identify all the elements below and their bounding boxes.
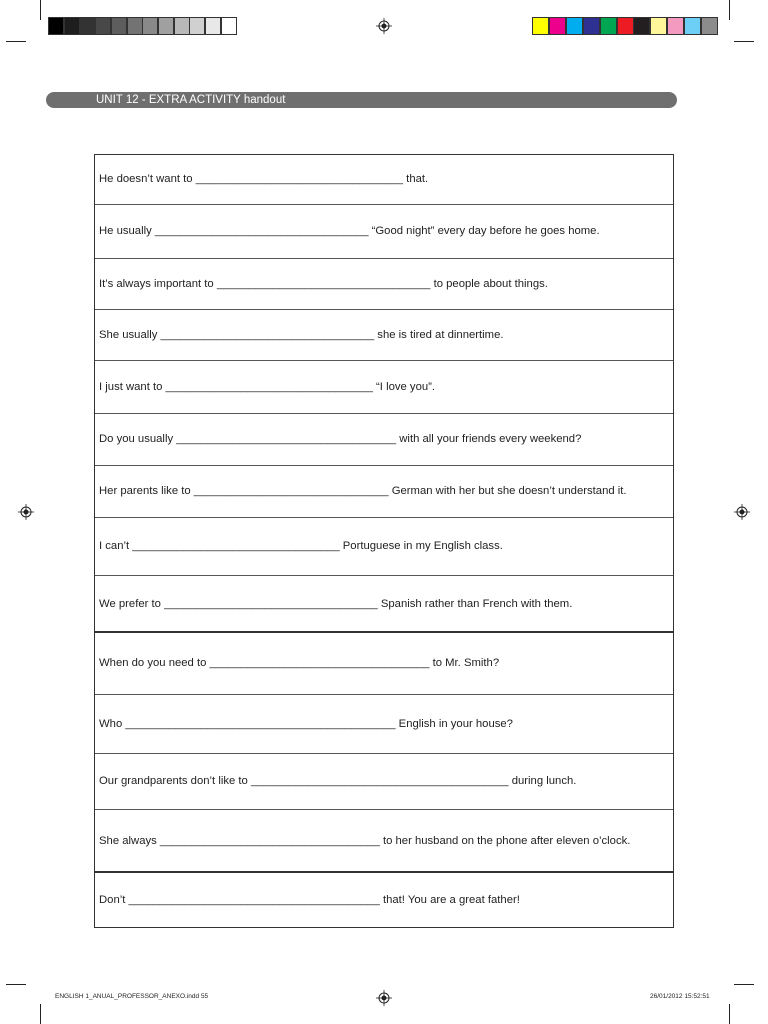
unit-header-bar — [46, 92, 677, 108]
gray-swatch — [189, 17, 205, 35]
gray-swatch — [111, 17, 127, 35]
gray-swatch — [205, 17, 221, 35]
worksheet-row — [95, 259, 673, 310]
worksheet-row — [95, 205, 673, 259]
registration-mark-icon — [376, 990, 392, 1006]
sentence-text: When do you need to ___________________________________ to Mr. Smith? — [99, 657, 500, 669]
sentence-text: I can’t _________________________________ Portuguese in my English class. — [99, 540, 503, 552]
gray-swatch — [95, 17, 111, 35]
sentence-text: Don’t ________________________________________ that! You are a great father! — [99, 894, 520, 906]
color-swatch — [566, 17, 583, 35]
crop-mark — [734, 41, 754, 42]
registration-mark-icon — [376, 18, 392, 34]
gray-swatch — [64, 17, 80, 35]
worksheet-table — [94, 154, 674, 928]
color-swatch — [684, 17, 701, 35]
gray-swatch — [221, 17, 237, 35]
worksheet-row — [95, 576, 673, 633]
worksheet-row — [95, 873, 673, 929]
worksheet-row — [95, 155, 673, 205]
crop-mark — [40, 0, 41, 20]
registration-mark-icon — [18, 504, 34, 520]
gray-swatch — [127, 17, 143, 35]
crop-mark — [729, 1004, 730, 1024]
worksheet-row — [95, 754, 673, 810]
worksheet-row — [95, 810, 673, 873]
sentence-text: Who ___________________________________________ English in your house? — [99, 717, 513, 730]
sentence-text: Our grandparents don’t like to _________________________________________ during lunch. — [99, 775, 577, 787]
worksheet-row — [95, 695, 673, 754]
sentence-text: She always ___________________________________ to her husband on the phone after eleven o’clock. — [99, 834, 631, 847]
crop-mark — [729, 0, 730, 20]
color-swatch — [617, 17, 634, 35]
registration-mark-icon — [734, 504, 750, 520]
sentence-text: He doesn’t want to _________________________________ that. — [99, 173, 429, 185]
color-swatch — [583, 17, 600, 35]
worksheet-row — [95, 518, 673, 576]
worksheet-row — [95, 361, 673, 414]
gray-swatch — [142, 17, 158, 35]
color-swatch — [600, 17, 617, 35]
crop-mark — [734, 984, 754, 985]
color-swatch — [650, 17, 667, 35]
footer-timestamp: 26/01/2012 15:52:51 — [650, 993, 710, 1000]
sentence-text: I just want to _________________________________ “I love you”. — [99, 380, 436, 393]
gray-swatch — [158, 17, 174, 35]
crop-mark — [6, 984, 26, 985]
gray-swatch — [79, 17, 95, 35]
color-swatch — [633, 17, 650, 35]
color-swatch — [701, 17, 718, 35]
color-swatch — [667, 17, 684, 35]
sentence-text: It’s always important to __________________________________ to people about things. — [99, 277, 548, 290]
worksheet-row — [95, 414, 673, 466]
worksheet-row — [95, 310, 673, 361]
sentence-text: Her parents like to _______________________________ German with her but she doesn’t understand it. — [99, 485, 627, 497]
worksheet-row — [95, 466, 673, 518]
crop-mark — [6, 41, 26, 42]
gray-swatch — [174, 17, 190, 35]
sentence-text: He usually __________________________________ “Good night” every day before he goes home. — [99, 225, 600, 237]
sentence-text: Do you usually ___________________________________ with all your friends every weekend? — [99, 433, 582, 445]
gray-swatch — [48, 17, 64, 35]
worksheet-row — [95, 633, 673, 695]
unit-title: UNIT 12 - EXTRA ACTIVITY handout — [96, 94, 286, 106]
sentence-text: She usually __________________________________ she is tired at dinnertime. — [99, 328, 504, 341]
color-swatch — [532, 17, 549, 35]
color-swatch — [549, 17, 566, 35]
sentence-text: We prefer to __________________________________ Spanish rather than French with them. — [99, 597, 573, 610]
crop-mark — [40, 1004, 41, 1024]
footer-file-name: ENGLISH 1_ANUAL_PROFESSOR_ANEXO.indd 55 — [55, 993, 209, 1000]
